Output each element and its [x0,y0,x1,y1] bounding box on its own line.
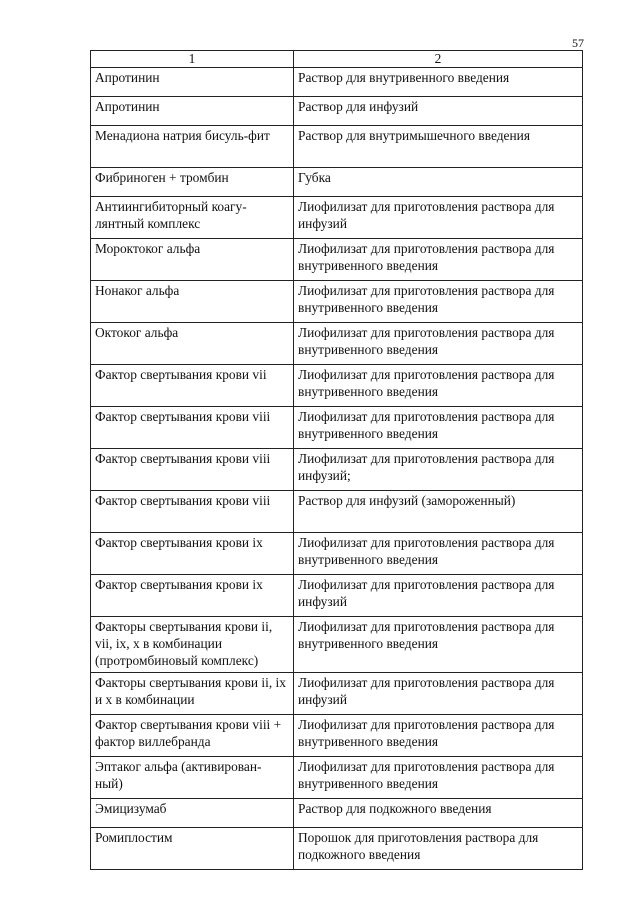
drug-name-cell: Мороктоког альфа [91,239,294,281]
table-row [91,491,583,533]
dosage-form-cell: Лиофилизат для приготовления раствора для внутривенного введения [294,239,583,281]
dosage-form-cell: Губка [294,168,583,197]
table-row [91,617,583,673]
drug-name-cell: Факторы свертывания крови ii, ix и x в комбинации [91,673,294,715]
table-row [91,575,583,617]
drug-name-cell: Фактор свертывания крови vii [91,365,294,407]
drug-name-cell: Октоког альфа [91,323,294,365]
page-number: 57 [572,36,584,50]
table-row [91,323,583,365]
dosage-form-cell: Лиофилизат для приготовления раствора для внутривенного введения [294,407,583,449]
dosage-form-cell: Порошок для приготовления раствора для подкожного введения [294,828,583,870]
table-row [91,757,583,799]
table-row [91,365,583,407]
dosage-form-cell: Лиофилизат для приготовления раствора для внутривенного введения [294,281,583,323]
drug-name-cell: Нонаког альфа [91,281,294,323]
drug-name-cell: Апротинин [91,97,294,126]
drug-name-cell: Эмицизумаб [91,799,294,828]
table-row [91,828,583,870]
drug-name-cell: Факторы свертывания крови ii, vii, ix, x в комбинации (протромбиновый комплекс) [91,617,294,673]
dosage-form-cell: Лиофилизат для приготовления раствора для инфузий [294,673,583,715]
table-row [91,239,583,281]
dosage-form-cell: Лиофилизат для приготовления раствора для внутривенного введения [294,323,583,365]
column-header-1: 1 [91,51,294,68]
dosage-form-cell: Раствор для инфузий [294,97,583,126]
drug-name-cell: Фактор свертывания крови ix [91,533,294,575]
drug-name-cell: Антиингибиторный коагу-лянтный комплекс [91,197,294,239]
table-row [91,97,583,126]
drug-name-cell: Фактор свертывания крови ix [91,575,294,617]
table-header-row [91,51,583,68]
dosage-form-cell: Лиофилизат для приготовления раствора для инфузий [294,575,583,617]
drug-name-cell: Фибриноген + тромбин [91,168,294,197]
drug-name-cell: Менадиона натрия бисуль-фит [91,126,294,168]
drug-name-cell: Фактор свертывания крови viii [91,407,294,449]
dosage-form-cell: Лиофилизат для приготовления раствора для внутривенного введения [294,365,583,407]
table-row [91,68,583,97]
table-row [91,715,583,757]
dosage-form-cell: Раствор для подкожного введения [294,799,583,828]
dosage-form-cell: Лиофилизат для приготовления раствора для внутривенного введения [294,533,583,575]
drug-name-cell: Фактор свертывания крови viii + фактор виллебранда [91,715,294,757]
dosage-form-cell: Лиофилизат для приготовления раствора для внутривенного введения [294,715,583,757]
drug-name-cell: Эптаког альфа (активирован-ный) [91,757,294,799]
table-row [91,281,583,323]
dosage-form-cell: Раствор для внутривенного введения [294,68,583,97]
dosage-form-cell: Лиофилизат для приготовления раствора для инфузий [294,197,583,239]
drug-name-cell: Фактор свертывания крови viii [91,491,294,533]
table-row [91,799,583,828]
table-row [91,197,583,239]
drug-table [90,50,583,870]
table-row [91,449,583,491]
table-row [91,533,583,575]
dosage-form-cell: Лиофилизат для приготовления раствора для внутривенного введения [294,617,583,673]
column-header-2: 2 [294,51,583,68]
table-row [91,673,583,715]
drug-name-cell: Ромиплостим [91,828,294,870]
dosage-form-cell: Лиофилизат для приготовления раствора для внутривенного введения [294,757,583,799]
table-row [91,407,583,449]
dosage-form-cell: Лиофилизат для приготовления раствора для инфузий; [294,449,583,491]
dosage-form-cell: Раствор для инфузий (замороженный) [294,491,583,533]
drug-name-cell: Апротинин [91,68,294,97]
table-row [91,168,583,197]
dosage-form-cell: Раствор для внутримышечного введения [294,126,583,168]
drug-name-cell: Фактор свертывания крови viii [91,449,294,491]
table-row [91,126,583,168]
